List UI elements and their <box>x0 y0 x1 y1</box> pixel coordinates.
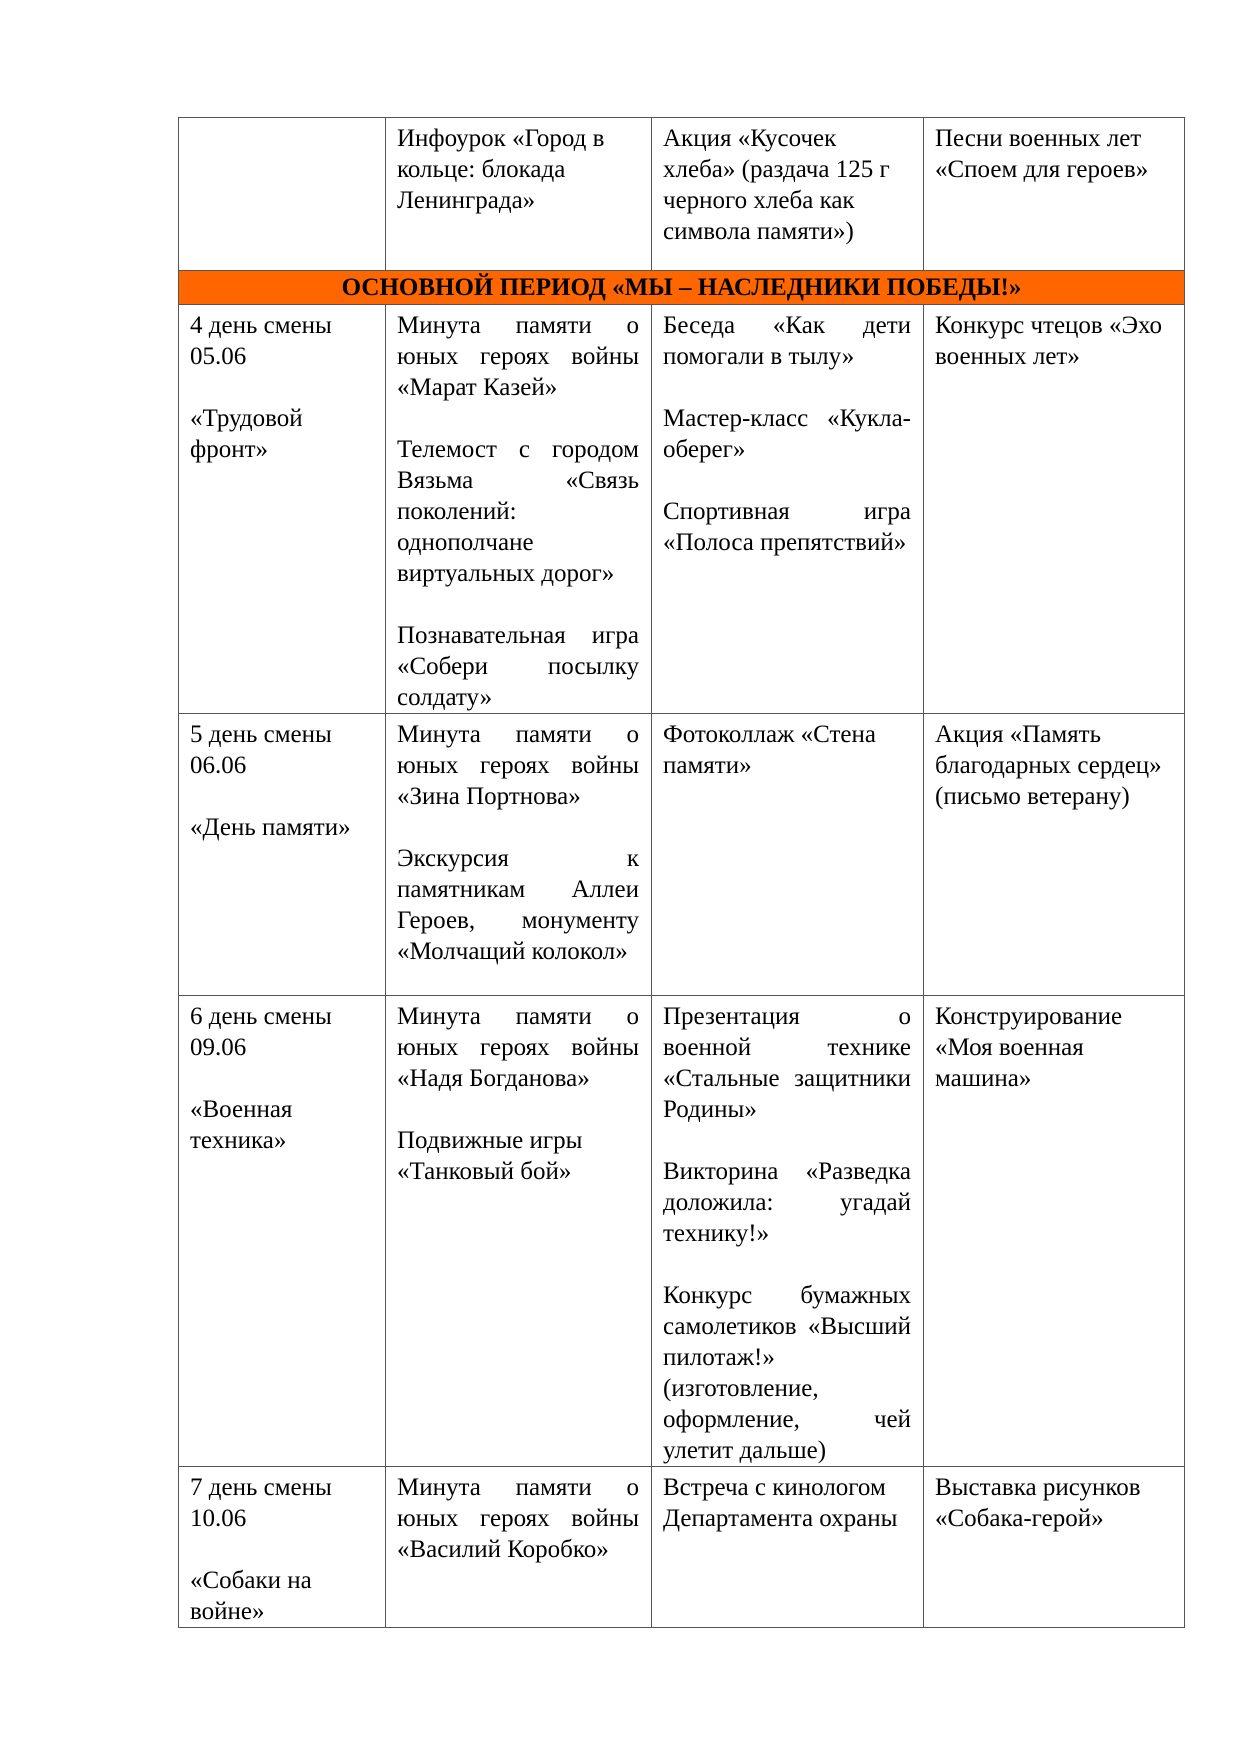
table-cell <box>386 118 652 271</box>
cell-text: Встреча с кинологом Департамента охраны <box>663 1474 898 1532</box>
cell-text: Спортивная игра «Полоса препятствий» <box>663 498 911 556</box>
cell-text: Телемост с городом Вязьма «Связь поколений: однополчане виртуальных дорог» <box>397 436 639 587</box>
cell-text: Конкурс бумажных самолетиков «Высший пилотаж!» (изготовление, оформление, чей улетит дальше) <box>663 1282 911 1464</box>
day-cell <box>179 996 386 1467</box>
cell-text: Минута памяти о юных героях войны «Марат Казей» <box>397 312 639 401</box>
table-cell <box>652 1467 924 1628</box>
cell-text: Мастер-класс «Кукла-оберег» <box>663 405 911 463</box>
day-cell <box>179 714 386 996</box>
table-row <box>179 305 1185 714</box>
table-cell <box>386 305 652 714</box>
day-date: 05.06 <box>190 343 247 370</box>
cell-text: Минута памяти о юных героях войны «Василий Коробко» <box>397 1474 639 1563</box>
day-cell <box>179 305 386 714</box>
cell-text: Экскурсия к памятникам Аллеи Героев, монументу «Молчащий колокол» <box>397 845 639 965</box>
table-cell <box>924 714 1185 996</box>
table-row <box>179 1467 1185 1628</box>
table-cell <box>924 118 1185 271</box>
cell-text: Познавательная игра «Собери посылку солдату» <box>397 622 639 711</box>
section-header-row <box>179 271 1185 305</box>
cell-text: Викторина «Разведка доложила: угадай технику!» <box>663 1158 911 1247</box>
table-cell <box>652 118 924 271</box>
day-label: 4 день смены <box>190 312 332 339</box>
table-cell <box>386 996 652 1467</box>
table-cell-empty <box>179 118 386 271</box>
day-date: 06.06 <box>190 752 247 779</box>
cell-text: Минута памяти о юных героях войны «Надя Богданова» <box>397 1003 639 1092</box>
cell-text: Песни военных лет «Споем для героев» <box>935 125 1149 183</box>
cell-text: Подвижные игры «Танковый бой» <box>397 1127 583 1185</box>
table-cell <box>386 714 652 996</box>
day-date: 10.06 <box>190 1505 247 1532</box>
day-cell <box>179 1467 386 1628</box>
table-cell <box>386 1467 652 1628</box>
cell-text: Инфоурок «Город в кольце: блокада Ленинграда» <box>397 125 605 214</box>
cell-text: Минута памяти о юных героях войны «Зина Портнова» <box>397 721 639 810</box>
day-theme: «Собаки на войне» <box>190 1567 312 1625</box>
cell-text: Фотоколлаж «Стена памяти» <box>663 721 876 779</box>
table-cell <box>652 714 924 996</box>
cell-text: Выставка рисунков «Собака-герой» <box>935 1474 1141 1532</box>
day-theme: «Военная техника» <box>190 1096 293 1154</box>
day-theme: «День памяти» <box>190 814 351 841</box>
cell-text: Конкурс чтецов «Эхо военных лет» <box>935 312 1163 370</box>
cell-text: Акция «Кусочек хлеба» (раздача 125 г черного хлеба как символа памяти») <box>663 125 890 245</box>
table-cell <box>924 996 1185 1467</box>
table-row <box>179 996 1185 1467</box>
cell-text: Беседа «Как дети помогали в тылу» <box>663 312 911 370</box>
day-theme: «Трудовой фронт» <box>190 405 303 463</box>
table-row <box>179 118 1185 271</box>
cell-text: Акция «Память благодарных сердец» (письмо ветерану) <box>935 721 1162 810</box>
table-row <box>179 714 1185 996</box>
cell-text: Презентация о военной технике «Стальные защитники Родины» <box>663 1003 911 1123</box>
table-cell <box>924 305 1185 714</box>
day-label: 6 день смены <box>190 1003 332 1030</box>
day-date: 09.06 <box>190 1034 247 1061</box>
table-cell <box>924 1467 1185 1628</box>
day-label: 7 день смены <box>190 1474 332 1501</box>
section-header: ОСНОВНОЙ ПЕРИОД «МЫ – НАСЛЕДНИКИ ПОБЕДЫ!» <box>179 271 1185 305</box>
table-cell <box>652 305 924 714</box>
activity-plan-table <box>178 117 1185 1628</box>
cell-text: Конструирование «Моя военная машина» <box>935 1003 1123 1092</box>
table-cell <box>652 996 924 1467</box>
day-label: 5 день смены <box>190 721 332 748</box>
